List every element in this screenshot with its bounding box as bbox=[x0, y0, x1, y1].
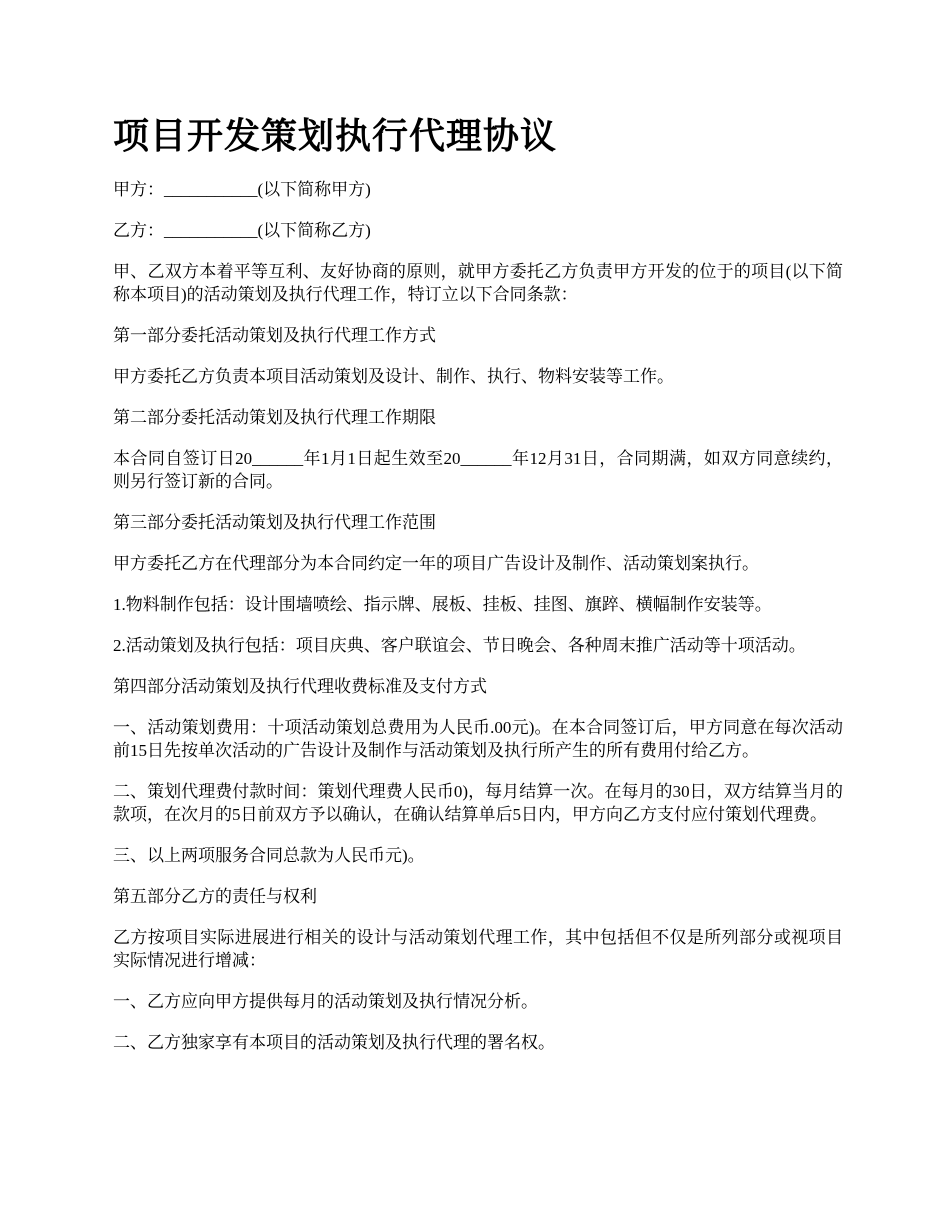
section-3-heading: 第三部分委托活动策划及执行代理工作范围 bbox=[113, 513, 436, 532]
section-5-body: 乙方按项目实际进展进行相关的设计与活动策划代理工作，其中包括但不仅是所列部分或视项目实际情况进行增减： bbox=[113, 928, 843, 970]
section-2-body: 本合同自签订日20______年1月1日起生效至20______年12月31日，合同期满，如双方同意续约，则另行签订新的合同。 bbox=[113, 449, 843, 491]
section-3-body: 甲方委托乙方在代理部分为本合同约定一年的项目广告设计及制作、活动策划案执行。 bbox=[113, 554, 759, 573]
section-4-heading: 第四部分活动策划及执行代理收费标准及支付方式 bbox=[113, 677, 487, 696]
party-b-line: 乙方：___________(以下简称乙方) bbox=[113, 221, 371, 240]
section-1-heading: 第一部分委托活动策划及执行代理工作方式 bbox=[113, 326, 436, 345]
section-5-heading: 第五部分乙方的责任与权利 bbox=[113, 887, 317, 906]
preamble-paragraph: 甲、乙双方本着平等互利、友好协商的原则，就甲方委托乙方负责甲方开发的位于的项目(以下简称本项目)的活动策划及执行代理工作，特订立以下合同条款： bbox=[113, 262, 843, 304]
section-4-clause-2: 二、策划代理费付款时间：策划代理费人民币0)，每月结算一次。在每月的30日，双方结算当月的款项，在次月的5日前双方予以确认，在确认结算单后5日内，甲方向乙方支付应付策划代理费。 bbox=[113, 782, 843, 824]
document-title: 项目开发策划执行代理协议 bbox=[113, 116, 558, 156]
section-5-clause-2: 二、乙方独家享有本项目的活动策划及执行代理的署名权。 bbox=[113, 1033, 555, 1052]
section-4-clause-3: 三、以上两项服务合同总款为人民币元)。 bbox=[113, 846, 425, 865]
section-3-item-1: 1.物料制作包括：设计围墙喷绘、指示牌、展板、挂板、挂图、旗踤、横幅制作安装等。 bbox=[113, 595, 772, 614]
section-1-body: 甲方委托乙方负责本项目活动策划及设计、制作、执行、物料安装等工作。 bbox=[113, 367, 674, 386]
section-4-clause-1: 一、活动策划费用：十项活动策划总费用为人民币.00元)。在本合同签订后，甲方同意在每次活动前15日先按单次活动的广告设计及制作与活动策划及执行所产生的所有费用付给乙方。 bbox=[113, 718, 843, 760]
section-3-item-2: 2.活动策划及执行包括：项目庆典、客户联谊会、节日晚会、各种周末推广活动等十项活动。 bbox=[113, 636, 806, 655]
section-2-heading: 第二部分委托活动策划及执行代理工作期限 bbox=[113, 408, 436, 427]
section-5-clause-1: 一、乙方应向甲方提供每月的活动策划及执行情况分析。 bbox=[113, 992, 538, 1011]
party-a-line: 甲方：___________(以下简称甲方) bbox=[113, 180, 371, 199]
document-page bbox=[113, 108, 843, 1072]
